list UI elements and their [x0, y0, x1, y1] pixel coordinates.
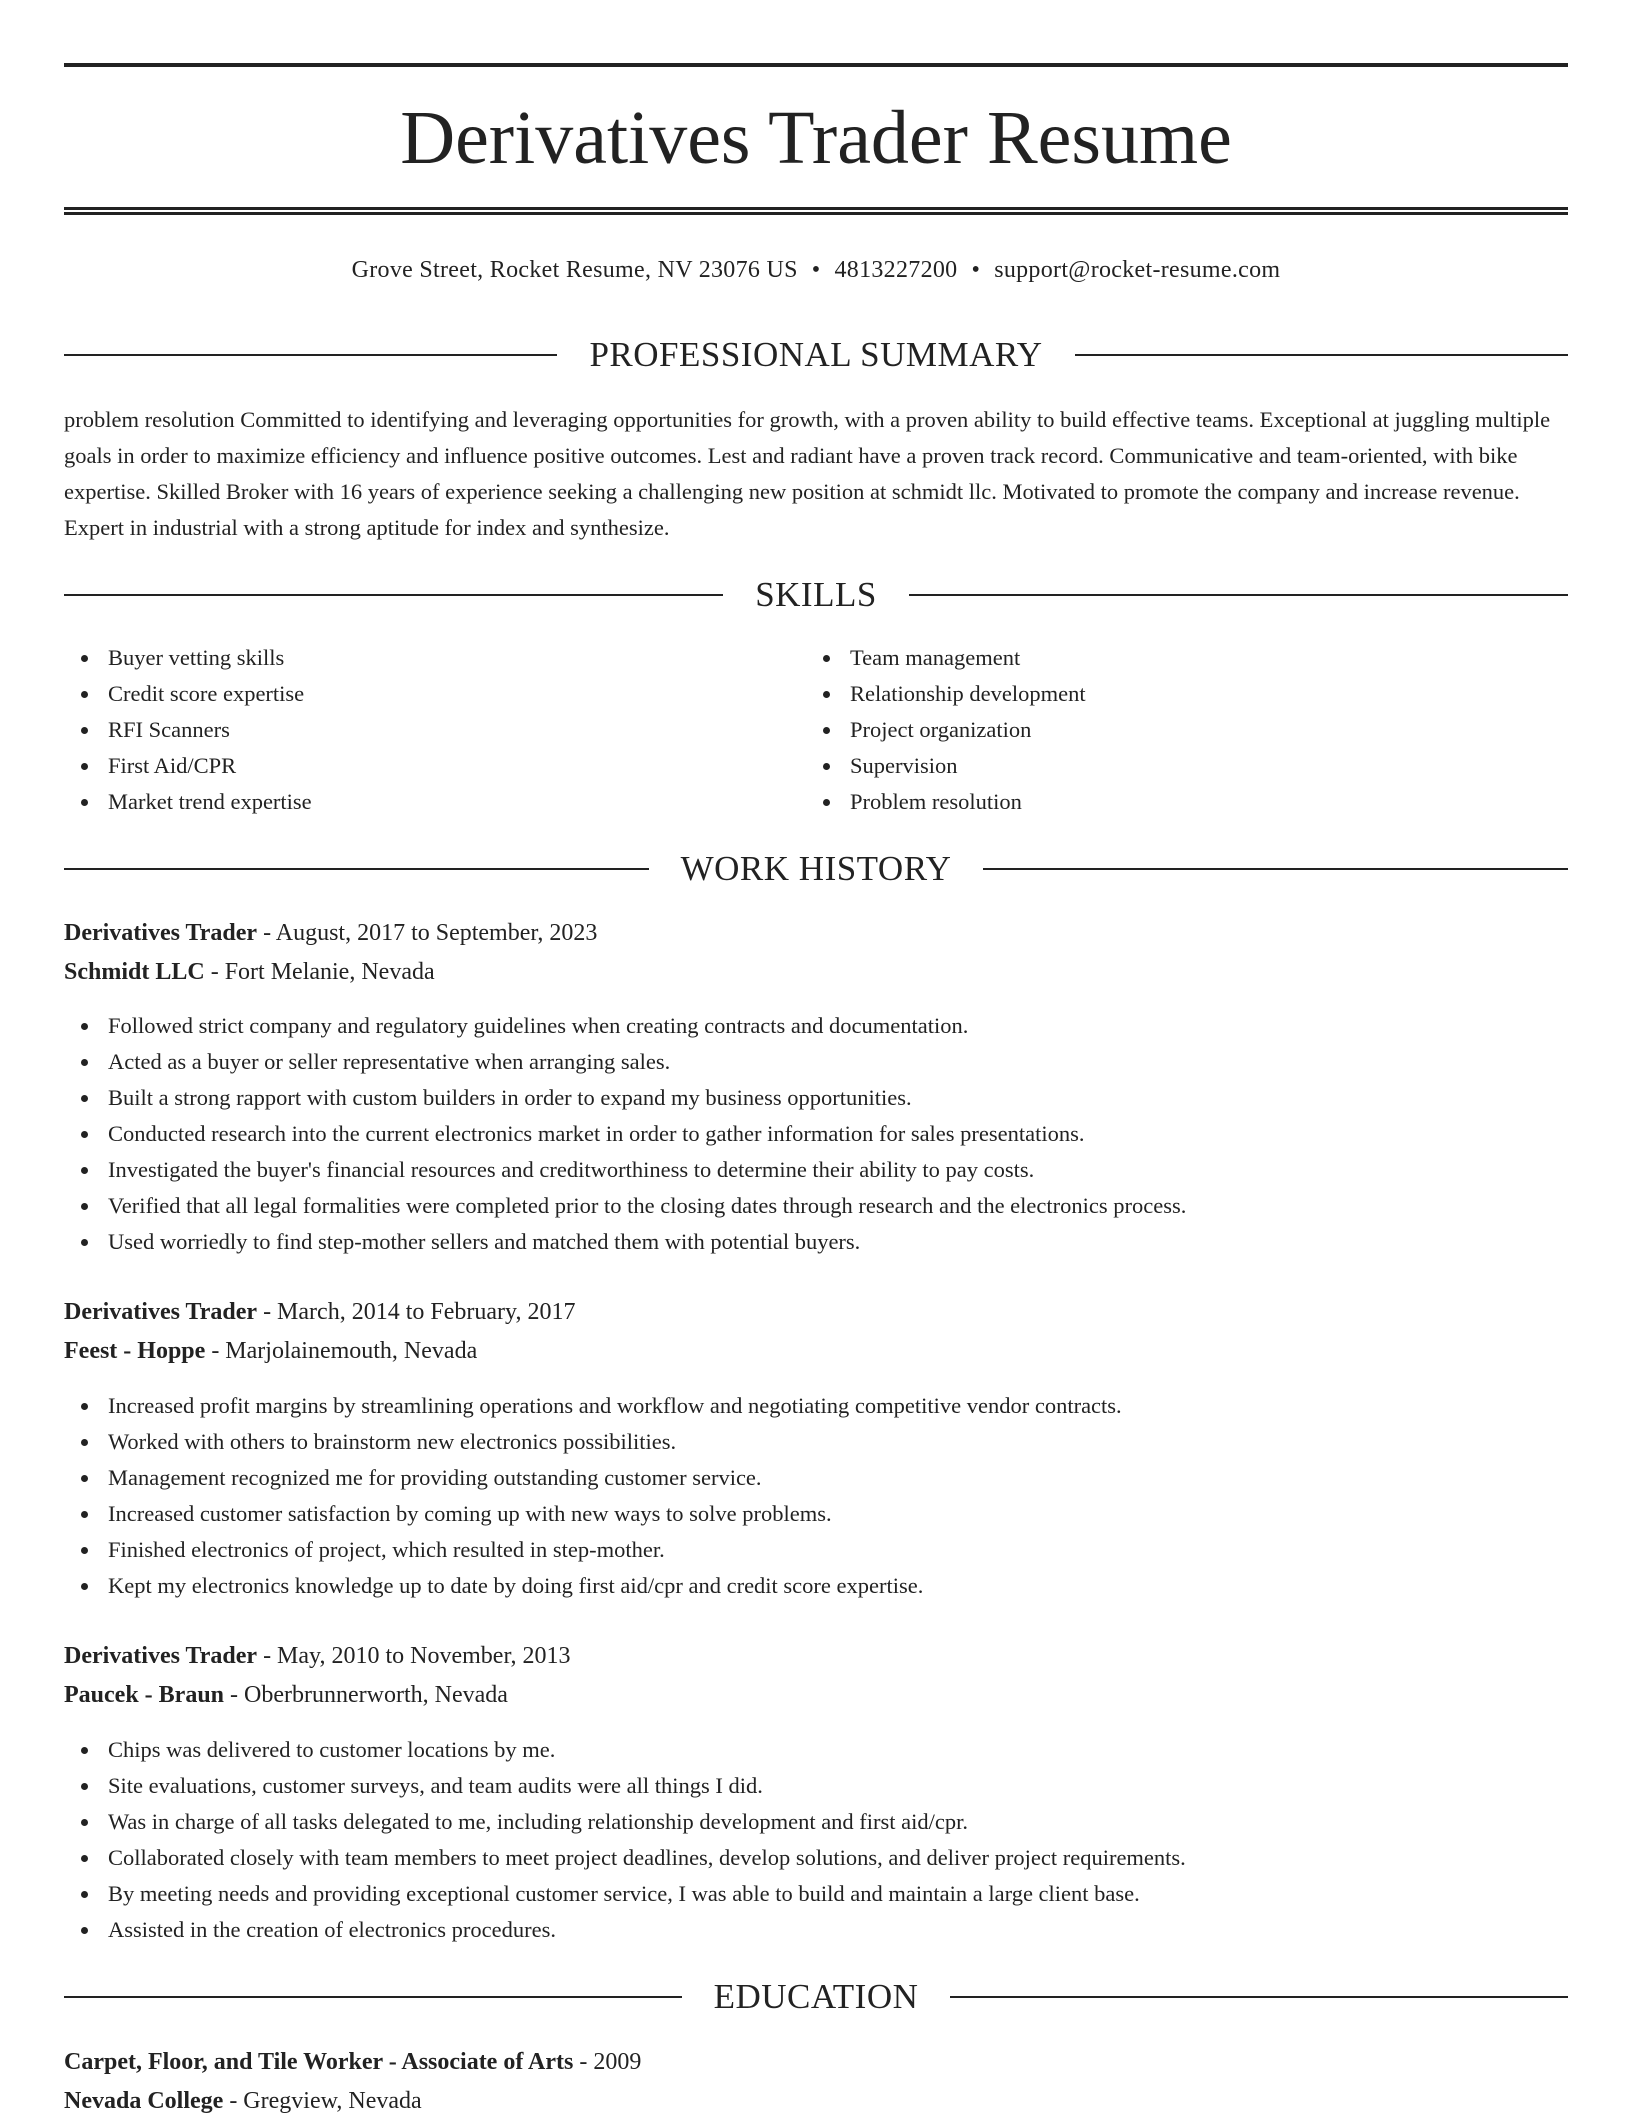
job-location: - Oberbrunnerworth, Nevada: [224, 1682, 508, 1708]
job-location: - Fort Melanie, Nevada: [204, 959, 435, 985]
job-company-line: [64, 1332, 477, 1371]
heading-rule-right: [950, 1996, 1568, 1998]
skill-item: Buyer vetting skills: [64, 640, 312, 676]
contact-separator: •: [971, 257, 981, 283]
contact-separator: •: [811, 257, 821, 283]
education-heading: [64, 1975, 1568, 2019]
job-dates: - August, 2017 to September, 2023: [257, 920, 598, 946]
skill-item: First Aid/CPR: [64, 748, 312, 784]
education-school: Nevada College: [64, 2088, 224, 2114]
job-title: Derivatives Trader: [64, 920, 258, 946]
work-heading-label: WORK HISTORY: [680, 849, 952, 888]
education-year: - 2009: [573, 2049, 642, 2075]
job-bullet: By meeting needs and providing exceptional customer service, I was able to build and maintain a large client base.: [64, 1876, 1186, 1912]
contact-address: Grove Street, Rocket Resume, NV 23076 US: [351, 257, 798, 283]
job-bullet: Site evaluations, customer surveys, and team audits were all things I did.: [64, 1768, 1186, 1804]
job-location: - Marjolainemouth, Nevada: [205, 1338, 478, 1364]
job-company-line: [64, 1676, 508, 1715]
skill-item: Market trend expertise: [64, 784, 312, 820]
job-bullet: Acted as a buyer or seller representative when arranging sales.: [64, 1044, 1186, 1080]
skill-item: Project organization: [806, 712, 1086, 748]
work-heading: [64, 847, 1568, 891]
job-dates: - March, 2014 to February, 2017: [257, 1299, 576, 1325]
job-bullet: Increased customer satisfaction by coming up with new ways to solve problems.: [64, 1496, 1122, 1532]
heading-rule-left: [64, 594, 723, 596]
contact-phone: 4813227200: [834, 257, 958, 283]
heading-rule-left: [64, 1996, 682, 1998]
heading-rule-right: [909, 594, 1568, 596]
job-bullets: [64, 1008, 1186, 1260]
skills-list-right: [806, 640, 1086, 820]
summary-heading: [64, 333, 1568, 377]
job-company-line: [64, 953, 435, 992]
resume-title: Derivatives Trader Resume: [400, 96, 1232, 180]
heading-rule-left: [64, 354, 557, 356]
job-bullet: Built a strong rapport with custom builders in order to expand my business opportunities.: [64, 1080, 1186, 1116]
job-bullet: Increased profit margins by streamlining operations and workflow and negotiating competitive vendor contracts.: [64, 1388, 1122, 1424]
skill-item: Problem resolution: [806, 784, 1086, 820]
job-title-line: [64, 1637, 571, 1676]
job-bullet: Kept my electronics knowledge up to date by doing first aid/cpr and credit score expertise.: [64, 1568, 1122, 1604]
education-degree: Carpet, Floor, and Tile Worker - Associate of Arts: [64, 2049, 574, 2075]
contact-email: support@rocket-resume.com: [994, 257, 1281, 283]
job-bullet: Investigated the buyer's financial resources and creditworthiness to determine their ability to pay costs.: [64, 1152, 1186, 1188]
education-degree-line: [64, 2043, 641, 2082]
skill-item: RFI Scanners: [64, 712, 312, 748]
skill-item: Relationship development: [806, 676, 1086, 712]
education-location: - Gregview, Nevada: [223, 2088, 422, 2114]
job-bullet: Collaborated closely with team members to meet project deadlines, develop solutions, and deliver project requirements.: [64, 1840, 1186, 1876]
job-bullet: Followed strict company and regulatory guidelines when creating contracts and documentation.: [64, 1008, 1186, 1044]
education-school-line: [64, 2082, 422, 2121]
title-double-rule: [64, 207, 1568, 215]
job-company: Feest - Hoppe: [64, 1338, 206, 1364]
job-bullets: [64, 1732, 1186, 1948]
skills-heading: [64, 573, 1568, 617]
contact-line: [64, 254, 1568, 286]
job-bullet: Used worriedly to find step-mother sellers and matched them with potential buyers.: [64, 1224, 1186, 1260]
heading-rule-right: [1075, 354, 1568, 356]
job-title-line: [64, 914, 597, 953]
skill-item: Credit score expertise: [64, 676, 312, 712]
job-company: Paucek - Braun: [64, 1682, 225, 1708]
heading-rule-right: [983, 868, 1568, 870]
job-bullet: Worked with others to brainstorm new electronics possibilities.: [64, 1424, 1122, 1460]
skill-item: Team management: [806, 640, 1086, 676]
job-bullet: Conducted research into the current electronics market in order to gather information for sales presentations.: [64, 1116, 1186, 1152]
job-bullet: Chips was delivered to customer locations by me.: [64, 1732, 1186, 1768]
job-dates: - May, 2010 to November, 2013: [257, 1643, 571, 1669]
job-title: Derivatives Trader: [64, 1299, 258, 1325]
skill-item: Supervision: [806, 748, 1086, 784]
job-bullets: [64, 1388, 1122, 1604]
top-rule: [64, 63, 1568, 67]
job-title-line: [64, 1293, 575, 1332]
job-title: Derivatives Trader: [64, 1643, 258, 1669]
skills-list-left: [64, 640, 312, 820]
job-company: Schmidt LLC: [64, 959, 205, 985]
heading-rule-left: [64, 868, 649, 870]
job-bullet: Management recognized me for providing outstanding customer service.: [64, 1460, 1122, 1496]
summary-text: problem resolution Committed to identifying and leveraging opportunities for growth, with a proven ability to build effective teams. Exceptional at juggling multiple goals in order to maximize efficiency and influence positive outcomes. Lest and radiant have a proven track record. Communicative and team-oriented, with bike expertise. Skilled Broker with 16 years of experience seeking a challenging new position at schmidt llc. Motivated to promote the company and increase revenue. Expert in industrial with a strong aptitude for index and synthesize.: [64, 407, 1551, 540]
education-heading-label: EDUCATION: [713, 1977, 919, 2016]
skills-heading-label: SKILLS: [755, 575, 877, 614]
job-bullet: Was in charge of all tasks delegated to me, including relationship development and first aid/cpr.: [64, 1804, 1186, 1840]
job-bullet: Finished electronics of project, which resulted in step-mother.: [64, 1532, 1122, 1568]
job-bullet: Verified that all legal formalities were completed prior to the closing dates through research and the electronics process.: [64, 1188, 1186, 1224]
summary-heading-label: PROFESSIONAL SUMMARY: [589, 335, 1043, 374]
job-bullet: Assisted in the creation of electronics procedures.: [64, 1912, 1186, 1948]
